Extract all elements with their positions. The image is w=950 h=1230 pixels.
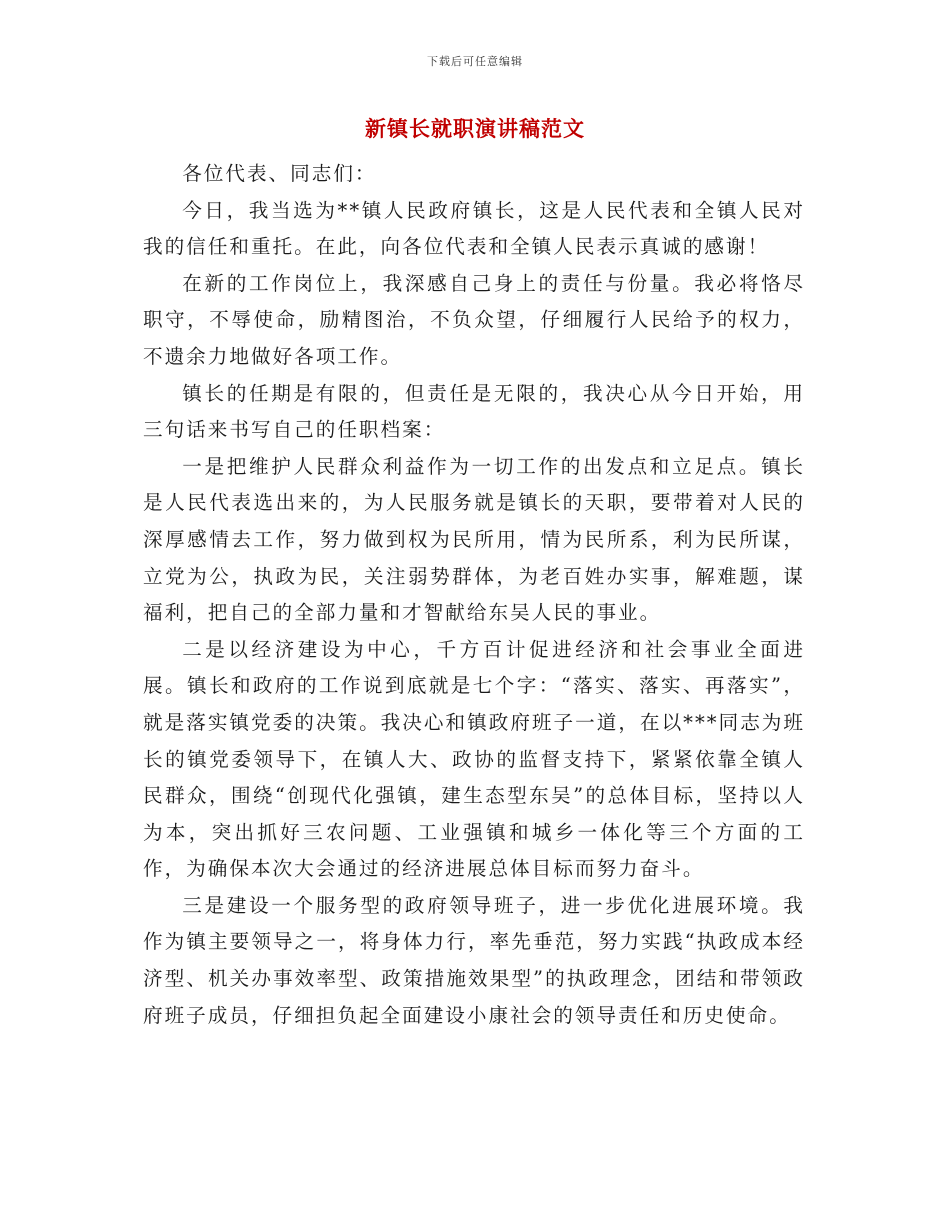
paragraph-point-one: 一是把维护人民群众利益作为一切工作的出发点和立足点。镇长是人民代表选出来的，为人民服务就是镇长的天职，要带着对人民的深厚感情去工作，努力做到权为民所用，情为民所系，利为民所谋，立党为公，执政为民，关注弱势群体，为老百姓办实事，解难题，谋福利，把自己的全部力量和才智献给东吴人民的事业。	[143, 454, 805, 625]
paragraph-responsibility: 在新的工作岗位上，我深感自己身上的责任与份量。我必将恪尽职守，不辱使命，励精图治，不负众望，仔细履行人民给予的权力，不遗余力地做好各项工作。	[143, 271, 805, 368]
paragraph-term: 镇长的任期是有限的，但责任是无限的，我决心从今日开始，用三句话来书写自己的任职档案：	[143, 381, 805, 442]
paragraph-point-two: 二是以经济建设为中心，千方百计促进经济和社会事业全面进展。镇长和政府的工作说到底就是七个字：“落实、落实、再落实”，就是落实镇党委的决策。我决心和镇政府班子一道，在以***同志为班长的镇党委领导下，在镇人大、政协的监督支持下，紧紧依靠全镇人民群众，围绕“创现代化强镇，建生态型东吴”的总体目标，坚持以人为本，突出抓好三农问题、工业强镇和城乡一体化等三个方面的工作，为确保本次大会通过的经济进展总体目标而努力奋斗。	[143, 637, 805, 881]
header-note: 下载后可任意编辑	[427, 55, 523, 68]
paragraph-thanks: 今日，我当选为**镇人民政府镇长，这是人民代表和全镇人民对我的信任和重托。在此，向各位代表和全镇人民表示真诚的感谢！	[143, 198, 805, 259]
document-body	[143, 156, 805, 1034]
paragraph-point-three: 三是建设一个服务型的政府领导班子，进一步优化进展环境。我作为镇主要领导之一，将身体力行，率先垂范，努力实践“执政成本经济型、机关办事效率型、政策措施效果型”的执政理念，团结和带领政府班子成员，仔细担负起全面建设小康社会的领导责任和历史使命。	[143, 893, 805, 1027]
paragraph-salutation: 各位代表、同志们：	[182, 162, 377, 185]
document-title: 新镇长就职演讲稿范文	[365, 116, 585, 141]
